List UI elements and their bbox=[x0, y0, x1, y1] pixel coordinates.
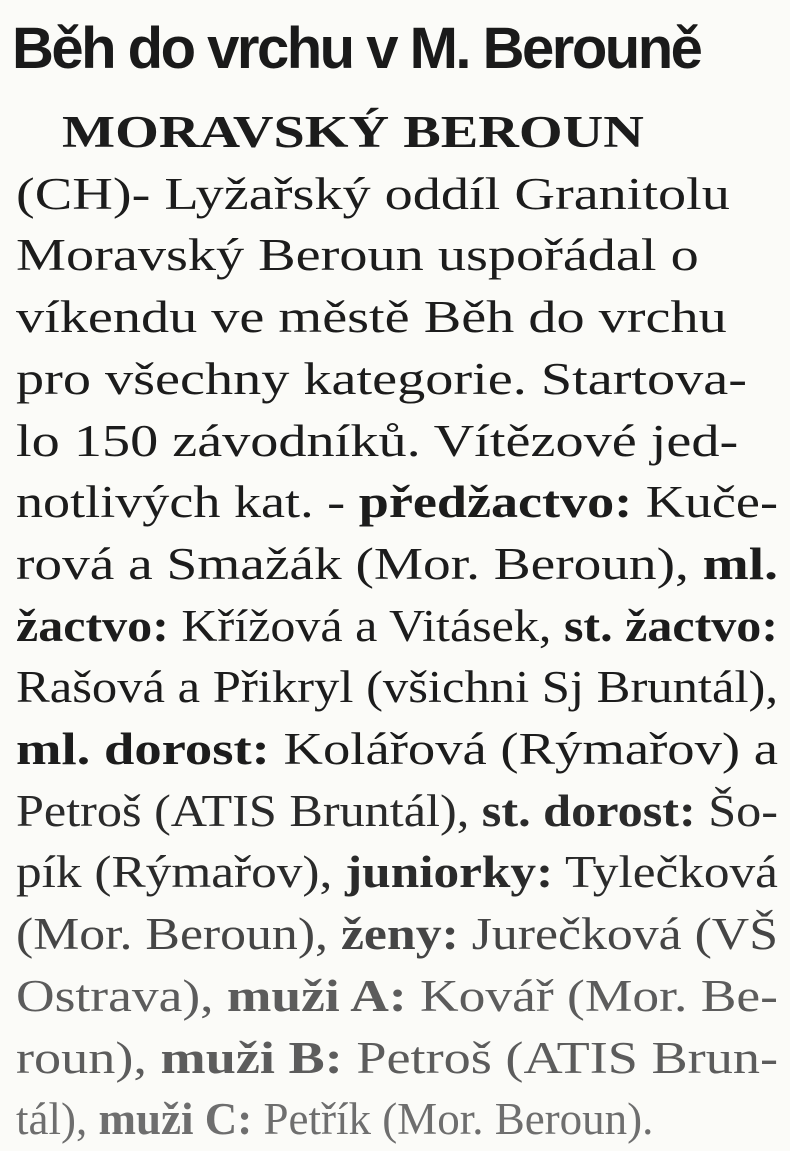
category-label: muži C: bbox=[98, 1094, 253, 1145]
category-label: ženy: bbox=[340, 909, 459, 960]
body-line-12: Petroš (ATIS Bruntál), st. dorost: Šo- bbox=[16, 785, 778, 836]
body-line-11: ml. dorost: Kolářová (Rýmařov) a bbox=[16, 724, 779, 775]
headline: Běh do vrchu v M. Berouně bbox=[12, 16, 701, 81]
body-line-6: lo 150 závodníků. Vítězové jed- bbox=[16, 415, 739, 466]
category-label: ml. dorost: bbox=[16, 724, 270, 775]
dateline-town: MORAVSKÝ bbox=[62, 107, 390, 157]
category-label: muži A: bbox=[226, 970, 407, 1021]
body-line-17: tál), muži C: Petřík (Mor. Beroun). bbox=[16, 1094, 654, 1145]
article-body bbox=[12, 102, 778, 1151]
body-line-13: pík (Rýmařov), juniorky: Tylečková bbox=[16, 847, 778, 898]
category-label: žactvo: bbox=[16, 600, 169, 651]
body-line-8: rová a Smažák (Mor. Beroun), ml. bbox=[16, 538, 778, 589]
body-line-10: Rašová a Přikryl (všichni Sj Bruntál), bbox=[16, 662, 779, 713]
body-line-5: pro všechny kategorie. Startova- bbox=[16, 353, 748, 404]
body-line-7: notlivých kat. - předžactvo: Kuče- bbox=[16, 477, 778, 528]
body-line-4: víkendu ve městě Běh do vrchu bbox=[16, 292, 727, 343]
category-label: st. žactvo: bbox=[563, 600, 779, 651]
body-line-1 bbox=[16, 102, 778, 164]
body-line-2: (CH)- Lyžařský oddíl Granitolu bbox=[16, 168, 730, 219]
dateline-town-2: BEROUN bbox=[403, 107, 644, 157]
category-label: ml. bbox=[702, 538, 778, 589]
body-line-3: Moravský Beroun uspořádal o bbox=[16, 230, 699, 281]
body-line-15: Ostrava), muži A: Kovář (Mor. Be- bbox=[16, 970, 778, 1021]
body-line-16: roun), muži B: Petroš (ATIS Brun- bbox=[16, 1032, 778, 1083]
category-label: muži B: bbox=[160, 1032, 343, 1083]
category-label: předžactvo: bbox=[358, 477, 633, 528]
body-line-9: žactvo: Křížová a Vitásek, st. žactvo: bbox=[16, 600, 779, 651]
category-label: st. dorost: bbox=[481, 785, 696, 836]
category-label: juniorky: bbox=[345, 847, 554, 898]
body-line-14: (Mor. Beroun), ženy: Jurečková (VŠ bbox=[16, 909, 778, 960]
